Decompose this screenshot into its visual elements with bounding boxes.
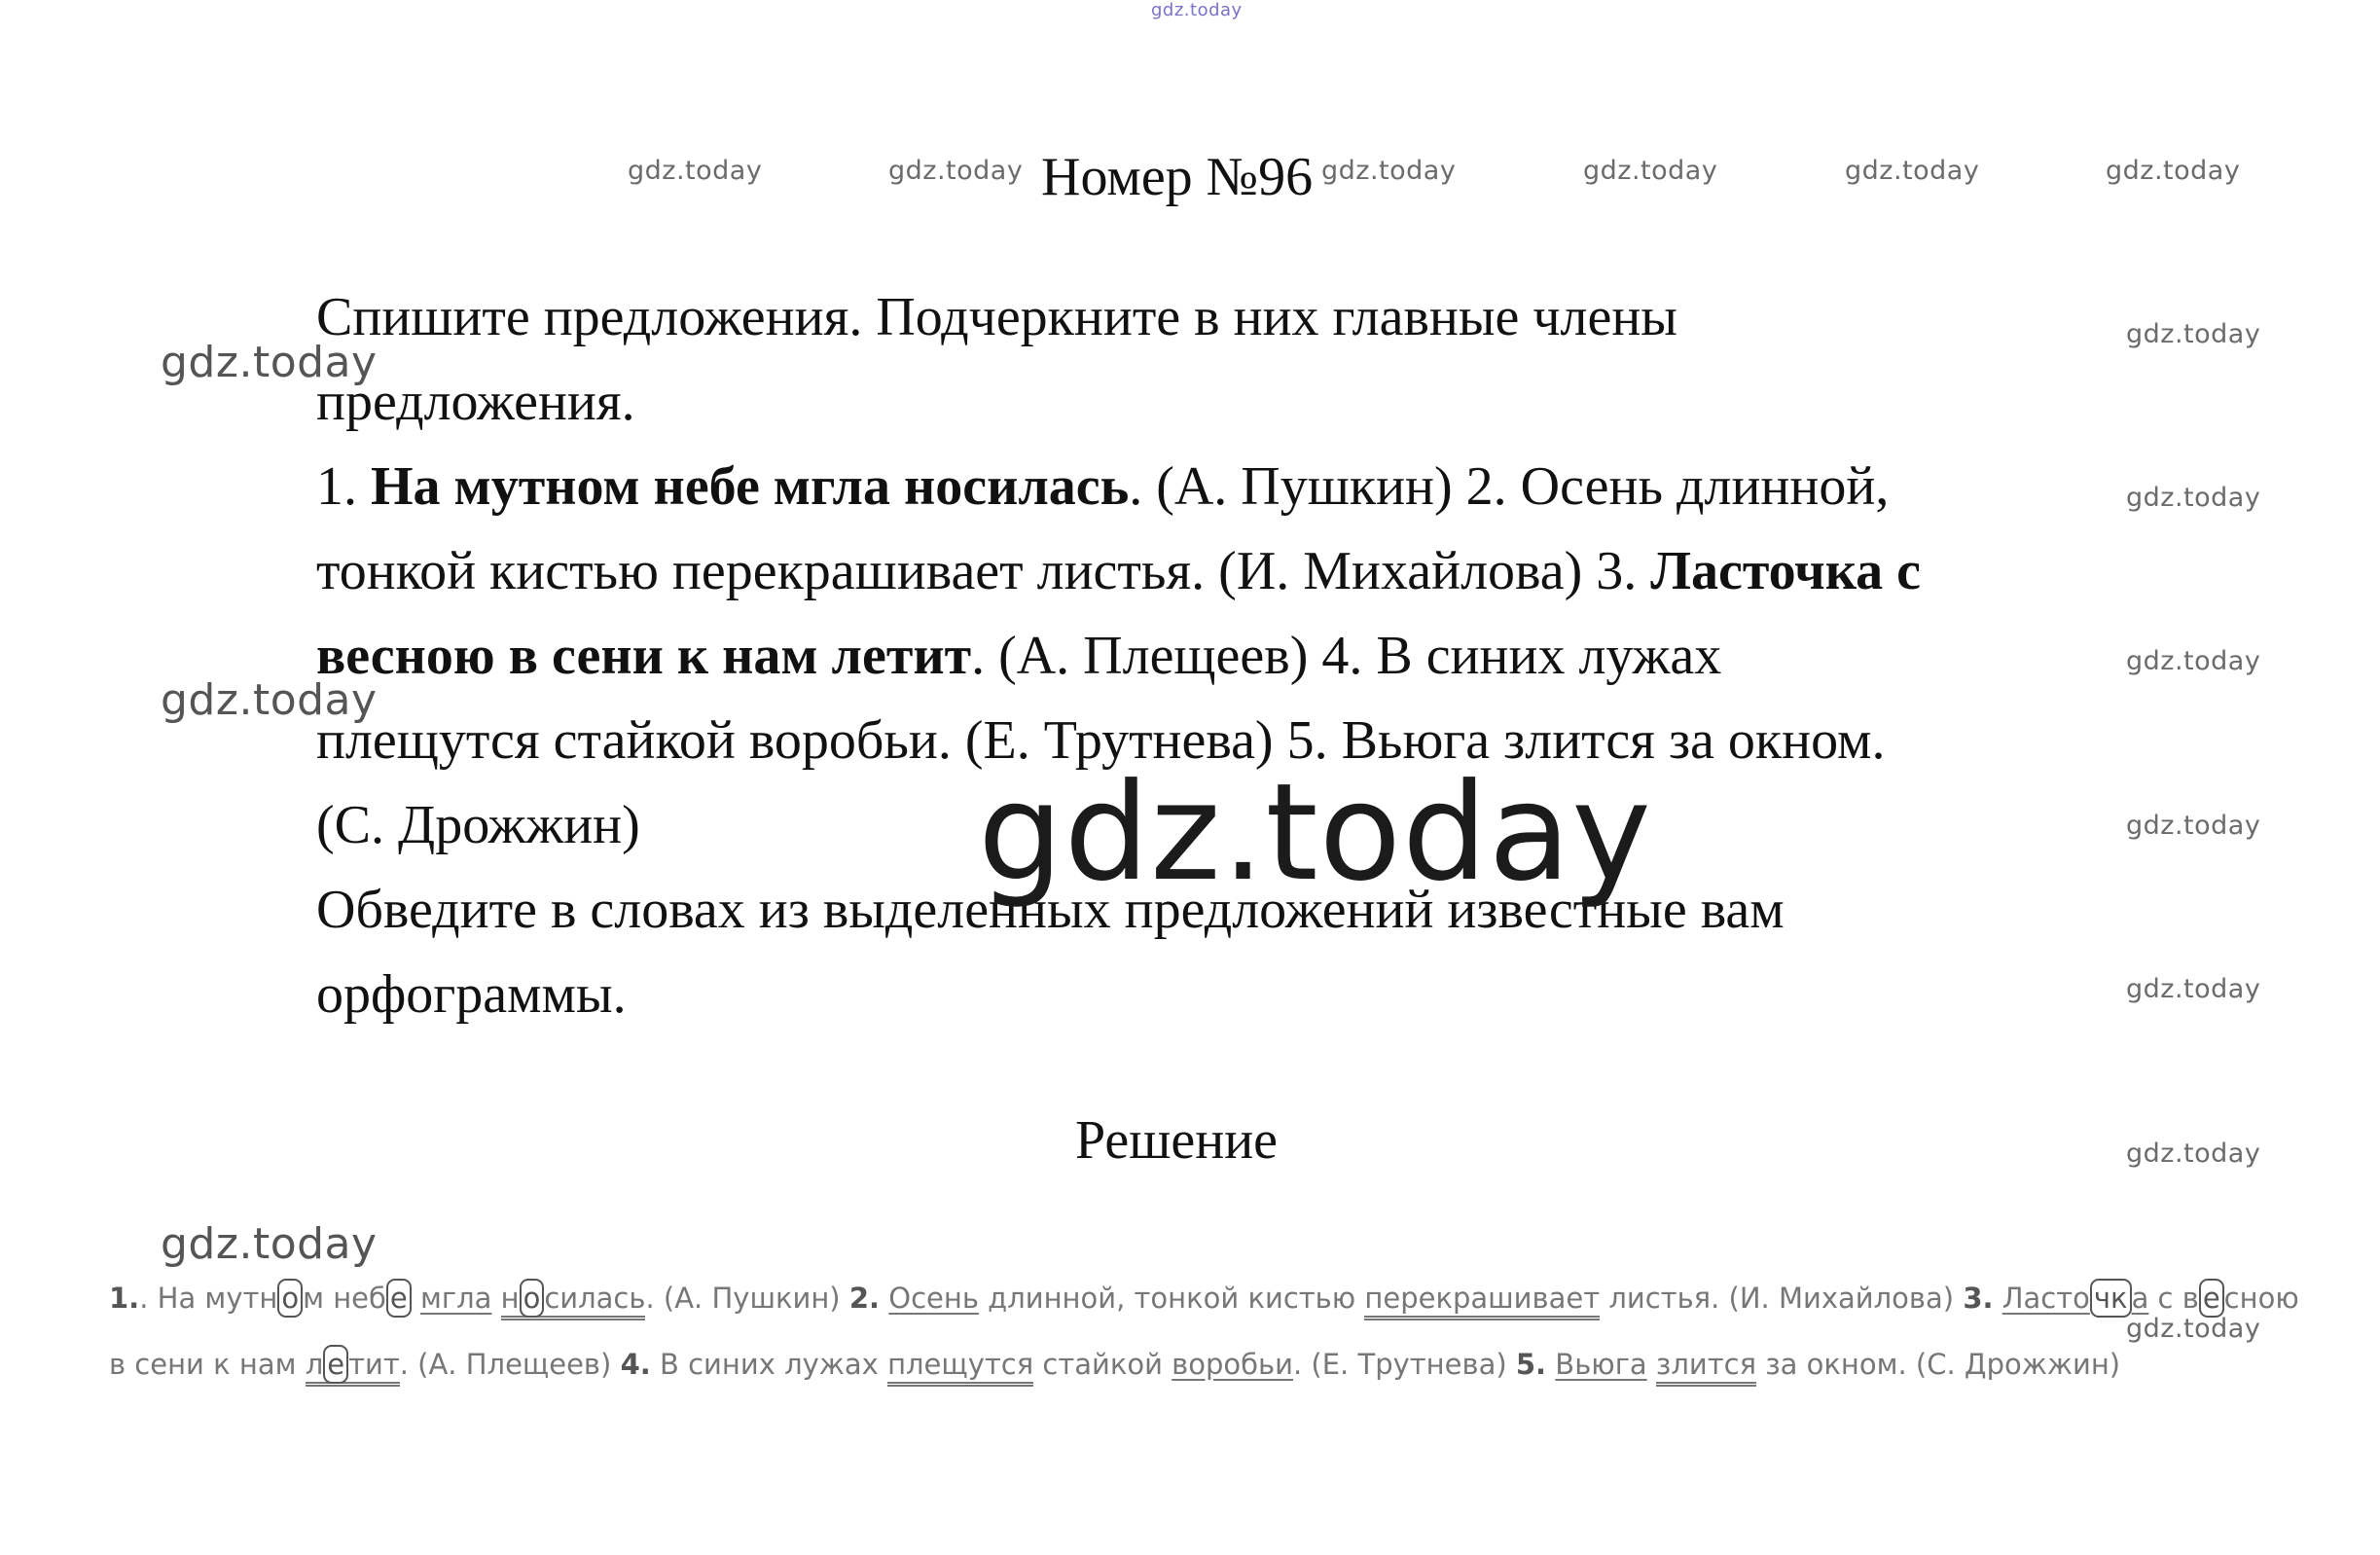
watermark-large: gdz.today [978, 754, 1652, 911]
task-instruction-line: Обведите в словах из выделенных предложений известные вам [316, 880, 1785, 940]
watermark: gdz.today [1583, 156, 1718, 186]
orthogram-box: о [277, 1279, 303, 1318]
task-text [316, 275, 2146, 1037]
watermark-top: gdz.today [1151, 0, 1243, 20]
watermark: gdz.today [2126, 974, 2261, 1004]
watermark: gdz.today [2126, 646, 2261, 676]
highlighted-sentence: Ласточка с [1650, 541, 1922, 601]
subject-underline: Ласто чк а [2002, 1282, 2149, 1315]
task-sentence-line: (С. Дрожжин) [316, 795, 640, 855]
highlighted-sentence: На мутном небе мгла носилась [371, 456, 1130, 517]
solution-line: 1.. На мутн о м неб е мгла н о силась. (А. Пушкин) 2. Осень длинной, тонкой кистью перекрашивает листья. (И. Михайлова) 3. Ласто чк а с в е сною [109, 1265, 2327, 1331]
predicate-underline: плещутся [887, 1348, 1033, 1387]
watermark: gdz.today [2126, 1314, 2261, 1344]
solution-title: Решение [1075, 1110, 1279, 1171]
task-instruction-line: предложения. [316, 372, 635, 432]
predicate-underline: перекрашивает [1364, 1282, 1600, 1320]
subject-underline: Осень [888, 1282, 979, 1315]
orthogram-box: е [323, 1345, 348, 1384]
task-sentence-line: 1. На мутном небе мгла носилась. (А. Пушкин) 2. Осень длинной, [316, 456, 1890, 517]
watermark: gdz.today [2126, 483, 2261, 513]
watermark-medium: gdz.today [161, 338, 378, 387]
page-title: Номер №96 [1041, 147, 1314, 207]
task-sentence-line: тонкой кистью перекрашивает листья. (И. Михайлова) 3. Ласточка с [316, 541, 1922, 601]
highlighted-sentence: весною в сени к нам летит [316, 626, 972, 686]
watermark: gdz.today [628, 156, 763, 186]
predicate-underline: л е тит [306, 1348, 400, 1387]
orthogram-box: о [520, 1279, 545, 1318]
orthogram-box: е [2199, 1279, 2224, 1318]
watermark-medium: gdz.today [161, 1219, 378, 1269]
subject-underline: мгла [419, 1282, 492, 1315]
orthogram-box: е [386, 1279, 412, 1318]
task-instruction-line: Спишите предложения. Подчеркните в них главные члены [316, 287, 1677, 347]
orthogram-box: чк [2090, 1279, 2132, 1318]
subject-underline: Вьюга [1555, 1348, 1647, 1381]
predicate-underline: н о силась [501, 1282, 646, 1320]
watermark: gdz.today [1845, 156, 1980, 186]
predicate-underline: злится [1656, 1348, 1756, 1387]
solution-line: в сени к нам л е тит. (А. Плещеев) 4. В синих лужах плещутся стайкой воробьи. (Е. Трутнева) 5. Вьюга злится за окном. (С. Дрожжин) [109, 1331, 2327, 1397]
solution-text [109, 1265, 2327, 1397]
watermark: gdz.today [888, 156, 1024, 186]
watermark: gdz.today [2126, 1139, 2261, 1169]
watermark-medium: gdz.today [161, 675, 378, 725]
watermark: gdz.today [2126, 811, 2261, 841]
task-sentence-line: весною в сени к нам летит. (А. Плещеев) 4. В синих лужах [316, 626, 1722, 686]
task-instruction-line: орфограммы. [316, 964, 627, 1025]
watermark: gdz.today [2106, 156, 2241, 186]
watermark: gdz.today [1321, 156, 1457, 186]
watermark: gdz.today [2126, 319, 2261, 349]
task-sentence-line: плещутся стайкой воробьи. (Е. Трутнева) 5. Вьюга злится за окном. [316, 710, 1886, 771]
subject-underline: воробьи [1172, 1348, 1293, 1381]
